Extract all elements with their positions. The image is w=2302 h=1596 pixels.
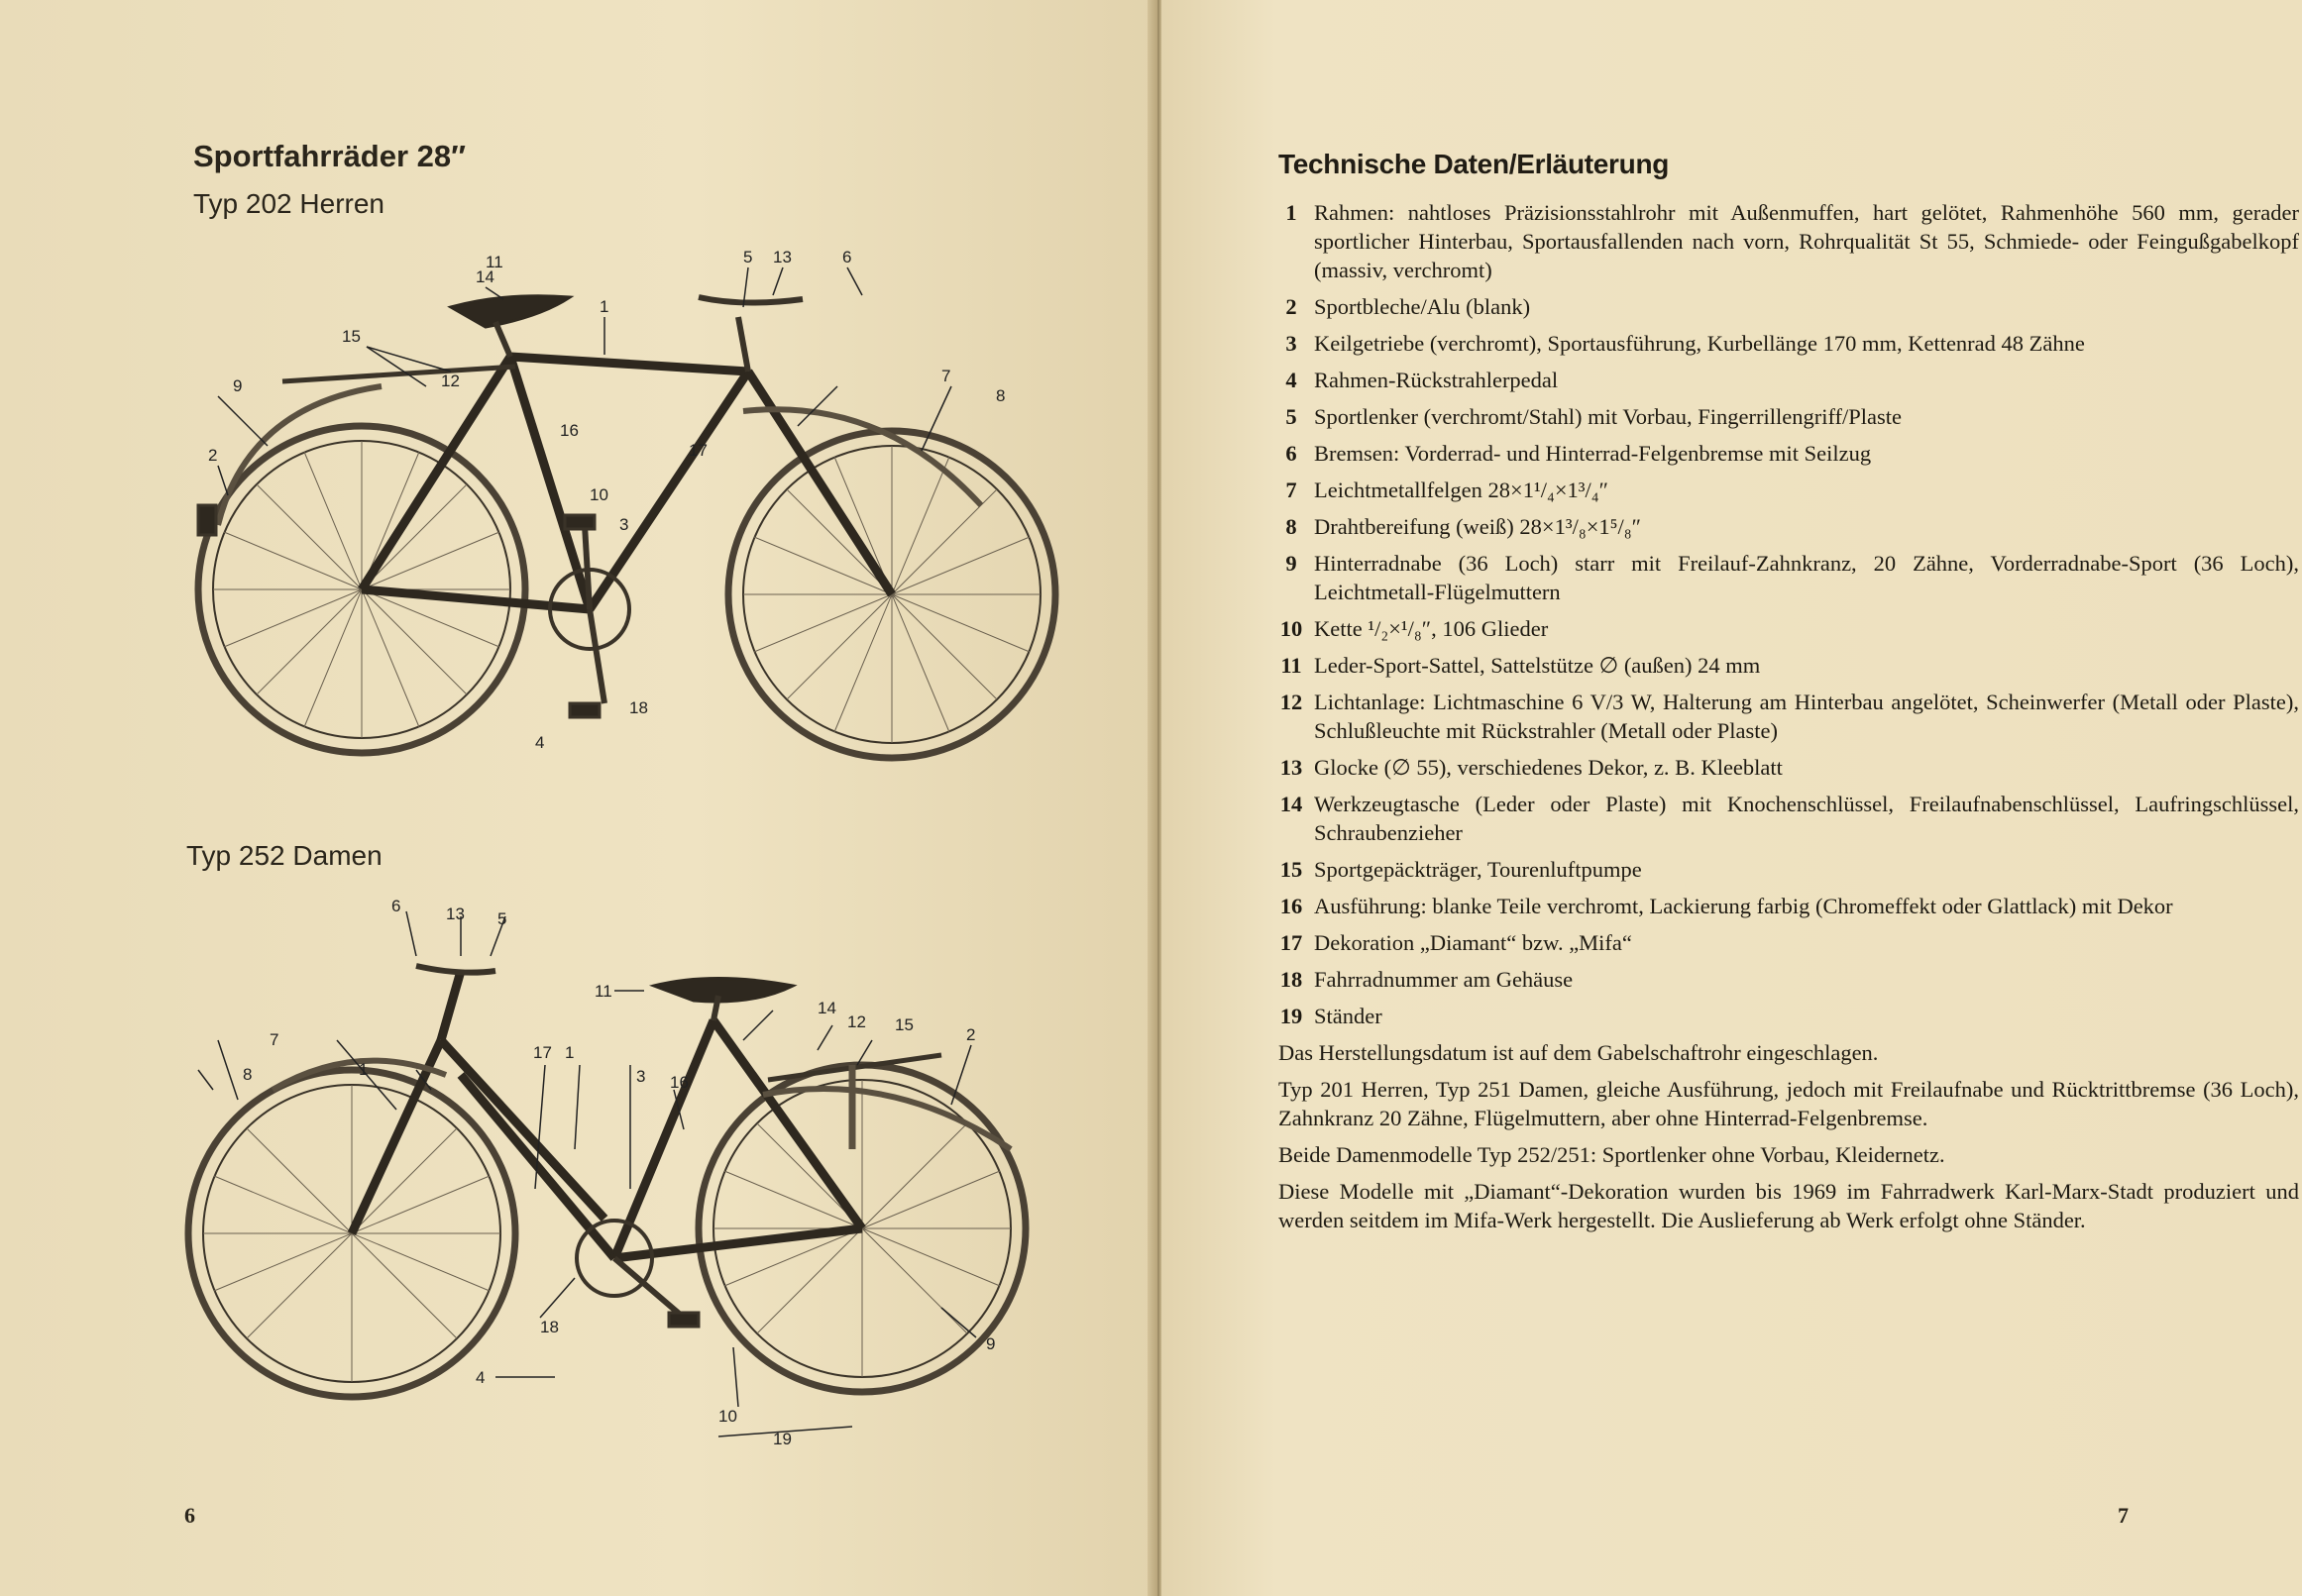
page-title: Sportfahrräder 28″: [193, 139, 466, 173]
callout-label: 2: [966, 1025, 976, 1044]
callout-label: 6: [391, 897, 401, 915]
model-men-label: Typ 202 Herren: [193, 188, 384, 219]
item-number: 8: [1285, 514, 1297, 539]
note-paragraph: Diese Modelle mit „Diamant“-Dekoration wurden bis 1969 im Fahrradwerk Karl-Marx-Stadt produziert und werden seitdem im Mifa-Werk hergestellt. Die Auslieferung ab Werk erfolgt ohne Ständer.: [1278, 1179, 2299, 1232]
item-text: Drahtbereifung (weiß) 28×1³/₈×1⁵/₈″: [1314, 514, 1641, 539]
item-number: 12: [1279, 690, 1303, 714]
spec-item: [1268, 329, 2299, 358]
item-text: Ausführung: blanke Teile verchromt, Lackierung farbig (Chromeffekt oder Glattlack) mit Dekor: [1314, 894, 2173, 918]
item-text: Rahmen-Rückstrahlerpedal: [1314, 368, 1559, 392]
spec-item: [1268, 366, 2299, 394]
item-number: 9: [1285, 551, 1297, 576]
item-number: 6: [1285, 441, 1297, 466]
item-number: 10: [1279, 616, 1303, 641]
callout-label: 14: [818, 999, 836, 1017]
spec-item: [1268, 402, 2299, 431]
spec-item: [1268, 688, 2299, 745]
item-text: Dekoration „Diamant“ bzw. „Mifa“: [1314, 930, 1632, 955]
spec-item: [1268, 198, 2299, 284]
callout-label: 1: [600, 297, 609, 316]
item-number: 17: [1279, 930, 1303, 955]
callout-label: 6: [842, 248, 852, 266]
callout-label: 12: [847, 1012, 866, 1031]
item-number: 14: [1279, 792, 1303, 816]
right-page: [1161, 0, 2302, 1596]
note-paragraph: Beide Damenmodelle Typ 252/251: Sportlenker ohne Vorbau, Kleidernetz.: [1278, 1142, 1945, 1167]
item-text: Leichtmetallfelgen 28×1¹/₄×1³/₄″: [1314, 478, 1608, 502]
item-text: Rahmen: nahtloses Präzisionsstahlrohr mit Außenmuffen, hart gelötet, Rahmenhöhe 560 mm, gerader sportlicher Hinterbau, Sportausfallenden nach vorn, Rohrqualität St 55, Schmiede- oder Feingußgabelkopf (massiv, verchromt): [1314, 200, 2299, 282]
item-text: Sportbleche/Alu (blank): [1314, 294, 1531, 319]
callout-label: 10: [590, 485, 608, 504]
item-text: Kette ¹/₂×¹/₈″, 106 Glieder: [1314, 616, 1549, 641]
callout-label: 14: [476, 267, 494, 286]
callout-label: 4: [535, 733, 545, 752]
men-bicycle-figure: [188, 238, 1060, 773]
callout-label: 16: [670, 1073, 689, 1092]
spec-item: [1268, 1002, 2299, 1030]
callout-label: 3: [619, 515, 629, 534]
spec-item: [1268, 753, 2299, 782]
item-number: 13: [1279, 755, 1303, 780]
page-number-left: 6: [184, 1503, 195, 1528]
spec-item: [1268, 614, 2299, 643]
item-text: Keilgetriebe (verchromt), Sportausführung, Kurbellänge 170 mm, Kettenrad 48 Zähne: [1314, 331, 2085, 356]
callout-label: 16: [560, 421, 579, 440]
spec-item: [1268, 439, 2299, 468]
item-text: Sportgepäckträger, Tourenluftpumpe: [1314, 857, 1642, 882]
callout-label: 2: [208, 446, 218, 465]
callout-label: 5: [743, 248, 753, 266]
item-number: 2: [1285, 294, 1297, 319]
item-number: 11: [1280, 653, 1302, 678]
note-paragraph: Typ 201 Herren, Typ 251 Damen, gleiche Ausführung, jedoch mit Freilaufnabe und Rücktrittbremse (36 Loch), Zahnkranz 20 Zähne, Flügelmuttern, aber ohne Hinterrad-Felgenbremse.: [1278, 1077, 2299, 1130]
callout-label: 10: [718, 1407, 737, 1426]
item-text: Sportlenker (verchromt/Stahl) mit Vorbau, Fingerrillengriff/Plaste: [1314, 404, 1903, 429]
callout-label: 9: [233, 376, 243, 395]
women-bicycle-figure: [178, 892, 1050, 1446]
spec-item: [1268, 549, 2299, 606]
spec-item: [1268, 855, 2299, 884]
item-number: 5: [1285, 404, 1297, 429]
item-number: 1: [1285, 200, 1297, 225]
callout-label: 15: [895, 1015, 914, 1034]
callout-label: 17: [689, 441, 708, 460]
callout-label: 11: [595, 982, 612, 1001]
callout-label: 9: [986, 1334, 996, 1353]
spec-item: [1268, 928, 2299, 957]
item-text: Fahrradnummer am Gehäuse: [1314, 967, 1574, 992]
item-number: 19: [1279, 1004, 1303, 1028]
item-number: 18: [1279, 967, 1303, 992]
spec-section: [1268, 149, 2299, 1242]
women-bicycle-illustration: [178, 892, 1050, 1446]
callout-label: 11: [486, 253, 503, 271]
callout-label: 13: [773, 248, 792, 266]
item-number: 4: [1285, 368, 1297, 392]
model-women-label: Typ 252 Damen: [186, 840, 383, 871]
item-text: Glocke (∅ 55), verschiedenes Dekor, z. B. Kleeblatt: [1314, 755, 1783, 780]
item-text: Lichtanlage: Lichtmaschine 6 V/3 W, Halterung am Hinterbau angelötet, Scheinwerfer (Metall oder Plaste), Schlußleuchte mit Rückstrahler (Metall oder Plaste): [1314, 690, 2299, 743]
callout-label: 18: [540, 1318, 559, 1336]
callout-label: 19: [773, 1430, 792, 1446]
item-text: Werkzeugtasche (Leder oder Plaste) mit Knochenschlüssel, Freilaufnabenschlüssel, Laufringschlüssel, Schraubenzieher: [1314, 792, 2299, 845]
spec-item: [1268, 965, 2299, 994]
spec-item: [1268, 476, 2299, 504]
callout-label: 3: [636, 1067, 646, 1086]
item-number: 15: [1279, 857, 1303, 882]
callout-label: 15: [342, 327, 361, 346]
item-number: 3: [1285, 331, 1297, 356]
note-paragraph: Das Herstellungsdatum ist auf dem Gabelschaftrohr eingeschlagen.: [1278, 1040, 1879, 1065]
spec-item: [1268, 512, 2299, 541]
callout-label: 4: [476, 1368, 486, 1387]
spec-item: [1268, 651, 2299, 680]
callout-label: 1: [565, 1043, 575, 1062]
item-number: 7: [1285, 478, 1297, 502]
item-text: Bremsen: Vorderrad- und Hinterrad-Felgenbremse mit Seilzug: [1314, 441, 1872, 466]
callout-label: 7: [941, 367, 951, 385]
spec-heading: Technische Daten/Erläuterung: [1278, 149, 1670, 179]
callout-label: 8: [243, 1065, 253, 1084]
item-text: Ständer: [1314, 1004, 1382, 1028]
callout-label: 7: [270, 1030, 279, 1049]
callout-label: 13: [446, 904, 465, 923]
callout-label: 18: [629, 698, 648, 717]
callout-label: 12: [441, 372, 460, 390]
callout-label: 8: [996, 386, 1006, 405]
callout-label: 1: [359, 1060, 369, 1079]
spec-item: [1268, 292, 2299, 321]
item-number: 16: [1279, 894, 1303, 918]
men-bicycle-illustration: [188, 238, 1060, 773]
callout-label: 5: [497, 909, 507, 928]
item-text: Hinterradnabe (36 Loch) starr mit Freilauf-Zahnkranz, 20 Zähne, Vorderradnabe-Sport (36 Loch), Leichtmetall-Flügelmuttern: [1314, 551, 2299, 604]
page-number-right: 7: [2118, 1503, 2129, 1528]
callout-label: 17: [533, 1043, 552, 1062]
spec-item: [1268, 892, 2299, 920]
spec-item: [1268, 790, 2299, 847]
item-text: Leder-Sport-Sattel, Sattelstütze ∅ (außen) 24 mm: [1314, 653, 1761, 678]
